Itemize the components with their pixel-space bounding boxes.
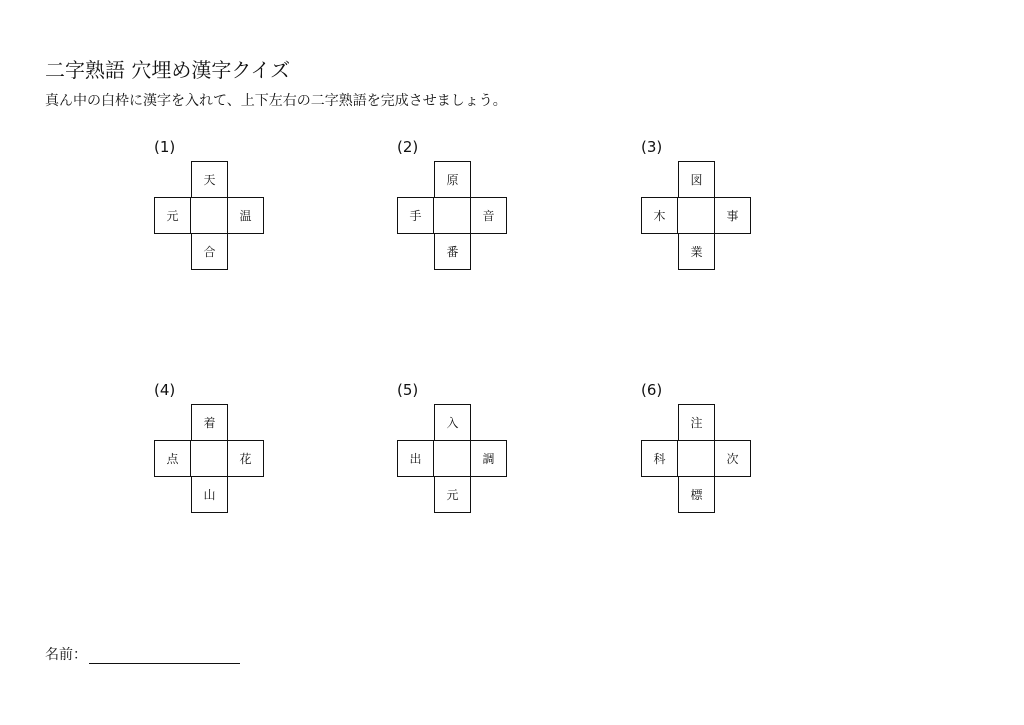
center-blank-cell[interactable] xyxy=(191,440,228,477)
center-blank-cell[interactable] xyxy=(434,197,471,234)
puzzle-1 xyxy=(154,138,274,278)
bottom-cell: 番 xyxy=(434,233,471,270)
name-label: 名前： xyxy=(45,647,87,663)
top-cell: 入 xyxy=(434,404,471,441)
right-cell: 事 xyxy=(714,197,751,234)
center-blank-cell[interactable] xyxy=(191,197,228,234)
top-cell: 原 xyxy=(434,161,471,198)
left-cell: 元 xyxy=(154,197,191,234)
puzzle-number: (2) xyxy=(397,138,419,156)
left-cell: 点 xyxy=(154,440,191,477)
center-blank-cell[interactable] xyxy=(678,440,715,477)
right-cell: 花 xyxy=(227,440,264,477)
puzzle-number: (6) xyxy=(641,381,663,399)
page-title: 二字熟語 穴埋め漢字クイズ xyxy=(45,58,291,82)
instruction-text: 真ん中の白枠に漢字を入れて、上下左右の二字熟語を完成させましょう。 xyxy=(45,93,507,109)
puzzle-3 xyxy=(641,138,761,278)
name-input-line[interactable] xyxy=(89,649,240,664)
puzzle-number: (4) xyxy=(154,381,176,399)
puzzle-number: (1) xyxy=(154,138,176,156)
center-blank-cell[interactable] xyxy=(434,440,471,477)
bottom-cell: 標 xyxy=(678,476,715,513)
left-cell: 木 xyxy=(641,197,678,234)
top-cell: 天 xyxy=(191,161,228,198)
right-cell: 調 xyxy=(470,440,507,477)
bottom-cell: 合 xyxy=(191,233,228,270)
right-cell: 音 xyxy=(470,197,507,234)
puzzle-2 xyxy=(397,138,517,278)
top-cell: 注 xyxy=(678,404,715,441)
puzzle-number: (3) xyxy=(641,138,663,156)
puzzle-number: (5) xyxy=(397,381,419,399)
bottom-cell: 山 xyxy=(191,476,228,513)
left-cell: 手 xyxy=(397,197,434,234)
puzzle-6 xyxy=(641,381,761,521)
puzzle-5 xyxy=(397,381,517,521)
bottom-cell: 業 xyxy=(678,233,715,270)
bottom-cell: 元 xyxy=(434,476,471,513)
left-cell: 科 xyxy=(641,440,678,477)
name-field xyxy=(45,646,240,664)
puzzle-4 xyxy=(154,381,274,521)
top-cell: 図 xyxy=(678,161,715,198)
left-cell: 出 xyxy=(397,440,434,477)
right-cell: 次 xyxy=(714,440,751,477)
top-cell: 着 xyxy=(191,404,228,441)
right-cell: 温 xyxy=(227,197,264,234)
center-blank-cell[interactable] xyxy=(678,197,715,234)
